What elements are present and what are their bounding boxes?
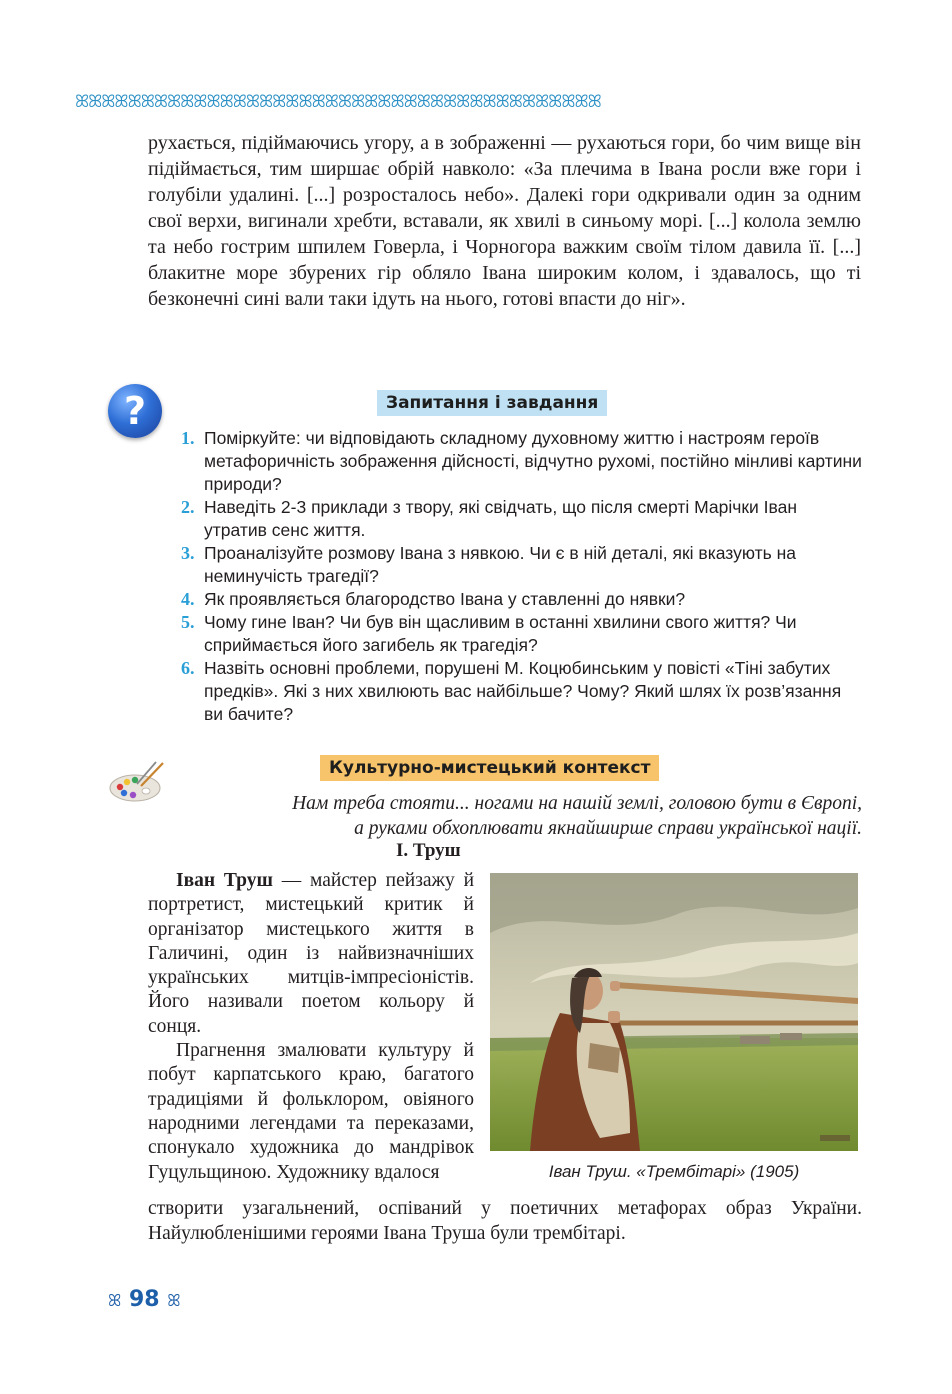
question-icon: ? bbox=[108, 384, 162, 438]
questions-list bbox=[181, 427, 862, 726]
bio-paragraph bbox=[148, 869, 474, 1039]
bio-continued bbox=[148, 1196, 862, 1246]
palette-icon bbox=[108, 760, 166, 804]
question-text: Чому гине Іван? Чи був він щасливим в останні хвилини свого життя? Чи сприймається його загибель як трагедія? bbox=[204, 612, 797, 655]
context-heading: Культурно-мистецький контекст bbox=[320, 755, 659, 781]
question-number: 1. bbox=[181, 428, 195, 448]
question-text: Назвіть основні проблеми, порушені М. Коцюбинським у повісті «Тіні забутих предків». Які з них хвилюють вас найбільше? Чому? Який шлях їх розв’язання ви бачите? bbox=[204, 658, 842, 724]
question-number: 4. bbox=[181, 589, 195, 609]
question-text: Як проявляється благородство Івана у ставленні до нявки? bbox=[204, 589, 686, 609]
page-ornament-right: ꕤ bbox=[167, 1291, 181, 1310]
painting-caption: Іван Труш. «Трембітарі» (1905) bbox=[548, 1162, 800, 1181]
question-text: Проаналізуйте розмову Івана з нявкою. Чи є в ній деталі, які вказують на неминучість трагедії? bbox=[204, 543, 796, 586]
page-number bbox=[108, 1287, 181, 1312]
epigraph-author: І. Труш bbox=[396, 840, 461, 861]
page-ornament-left: ꕤ bbox=[108, 1291, 122, 1310]
question-item bbox=[181, 588, 862, 611]
painting-trembitari bbox=[490, 873, 858, 1151]
epigraph bbox=[170, 791, 862, 841]
intro-text: рухається, підіймаючись угору, а в зображенні — рухаються гори, бо чим вище він підіймається, тим ширшає обрій навколо: «За плечима в Івана росли вже гори і голубіли удалині. [...] розросталось небо». Далекі гори одкривали один за одним свої верхи, вигинали хребти, вставали, як хвилі в синьому морі. [...] колола землю та небо гострим шпилем Говерла, і Чорногора важким своїм тілом давила її. [...] блакитне море збурених гір обляло Івана широким колом, і здавалось, що ті безконечні сині вали таки ідуть на нього, готові впасти до ніг». bbox=[148, 132, 861, 310]
epigraph-line: а руками обхоплювати якнайширше справи української нації. bbox=[354, 818, 862, 839]
question-number: 3. bbox=[181, 543, 195, 563]
question-item bbox=[181, 496, 862, 542]
question-item bbox=[181, 427, 862, 496]
question-item bbox=[181, 611, 862, 657]
bio-paragraph: Прагнення змалювати культуру й побут карпатського краю, багатого традиціями й фольклором, овіяного народними легендами та переказами, спонукало художника до мандрівок Гуцульщиною. Художнику вдалося bbox=[148, 1040, 474, 1183]
bio-paragraph-continued: створити узагальнений, оспіваний у поетичних метафорах образ України. Найулюбленішими героями Івана Труша були трембітарі. bbox=[148, 1198, 862, 1244]
bio-rest: — майстер пейзажу й портретист, мистецький критик й організатор мистецького життя в Галичині, один із найвизначніших українських митців-імпресіоністів. Його називали поетом кольору й сонця. bbox=[148, 870, 474, 1037]
question-text: Поміркуйте: чи відповідають складному духовному життю і настроям героїв метафоричність зображення дійсності, відчутно рухомі, постійно мінливі картини природи? bbox=[204, 428, 862, 494]
questions-heading: Запитання і завдання bbox=[377, 390, 607, 416]
question-number: 2. bbox=[181, 497, 195, 517]
epigraph-line: Нам треба стояти... ногами на нашій землі, головою бути в Європі, bbox=[292, 793, 862, 814]
question-number: 5. bbox=[181, 612, 195, 632]
question-item bbox=[181, 657, 862, 726]
intro-paragraph bbox=[148, 130, 861, 312]
header-ornament: ꕤꕤꕤꕤꕤꕤꕤꕤꕤꕤꕤꕤꕤꕤꕤꕤꕤꕤꕤꕤꕤꕤꕤꕤꕤꕤꕤꕤꕤꕤꕤꕤꕤꕤꕤꕤꕤꕤꕤꕤ bbox=[75, 92, 601, 112]
question-item bbox=[181, 542, 862, 588]
question-number: 6. bbox=[181, 658, 195, 678]
question-text: Наведіть 2-3 приклади з твору, які свідчать, що після смерті Марічки Іван утратив сенс життя. bbox=[204, 497, 798, 540]
page-number-value: 98 bbox=[128, 1287, 160, 1312]
bio-text bbox=[148, 869, 474, 1185]
bio-name: Іван Труш bbox=[176, 870, 273, 891]
